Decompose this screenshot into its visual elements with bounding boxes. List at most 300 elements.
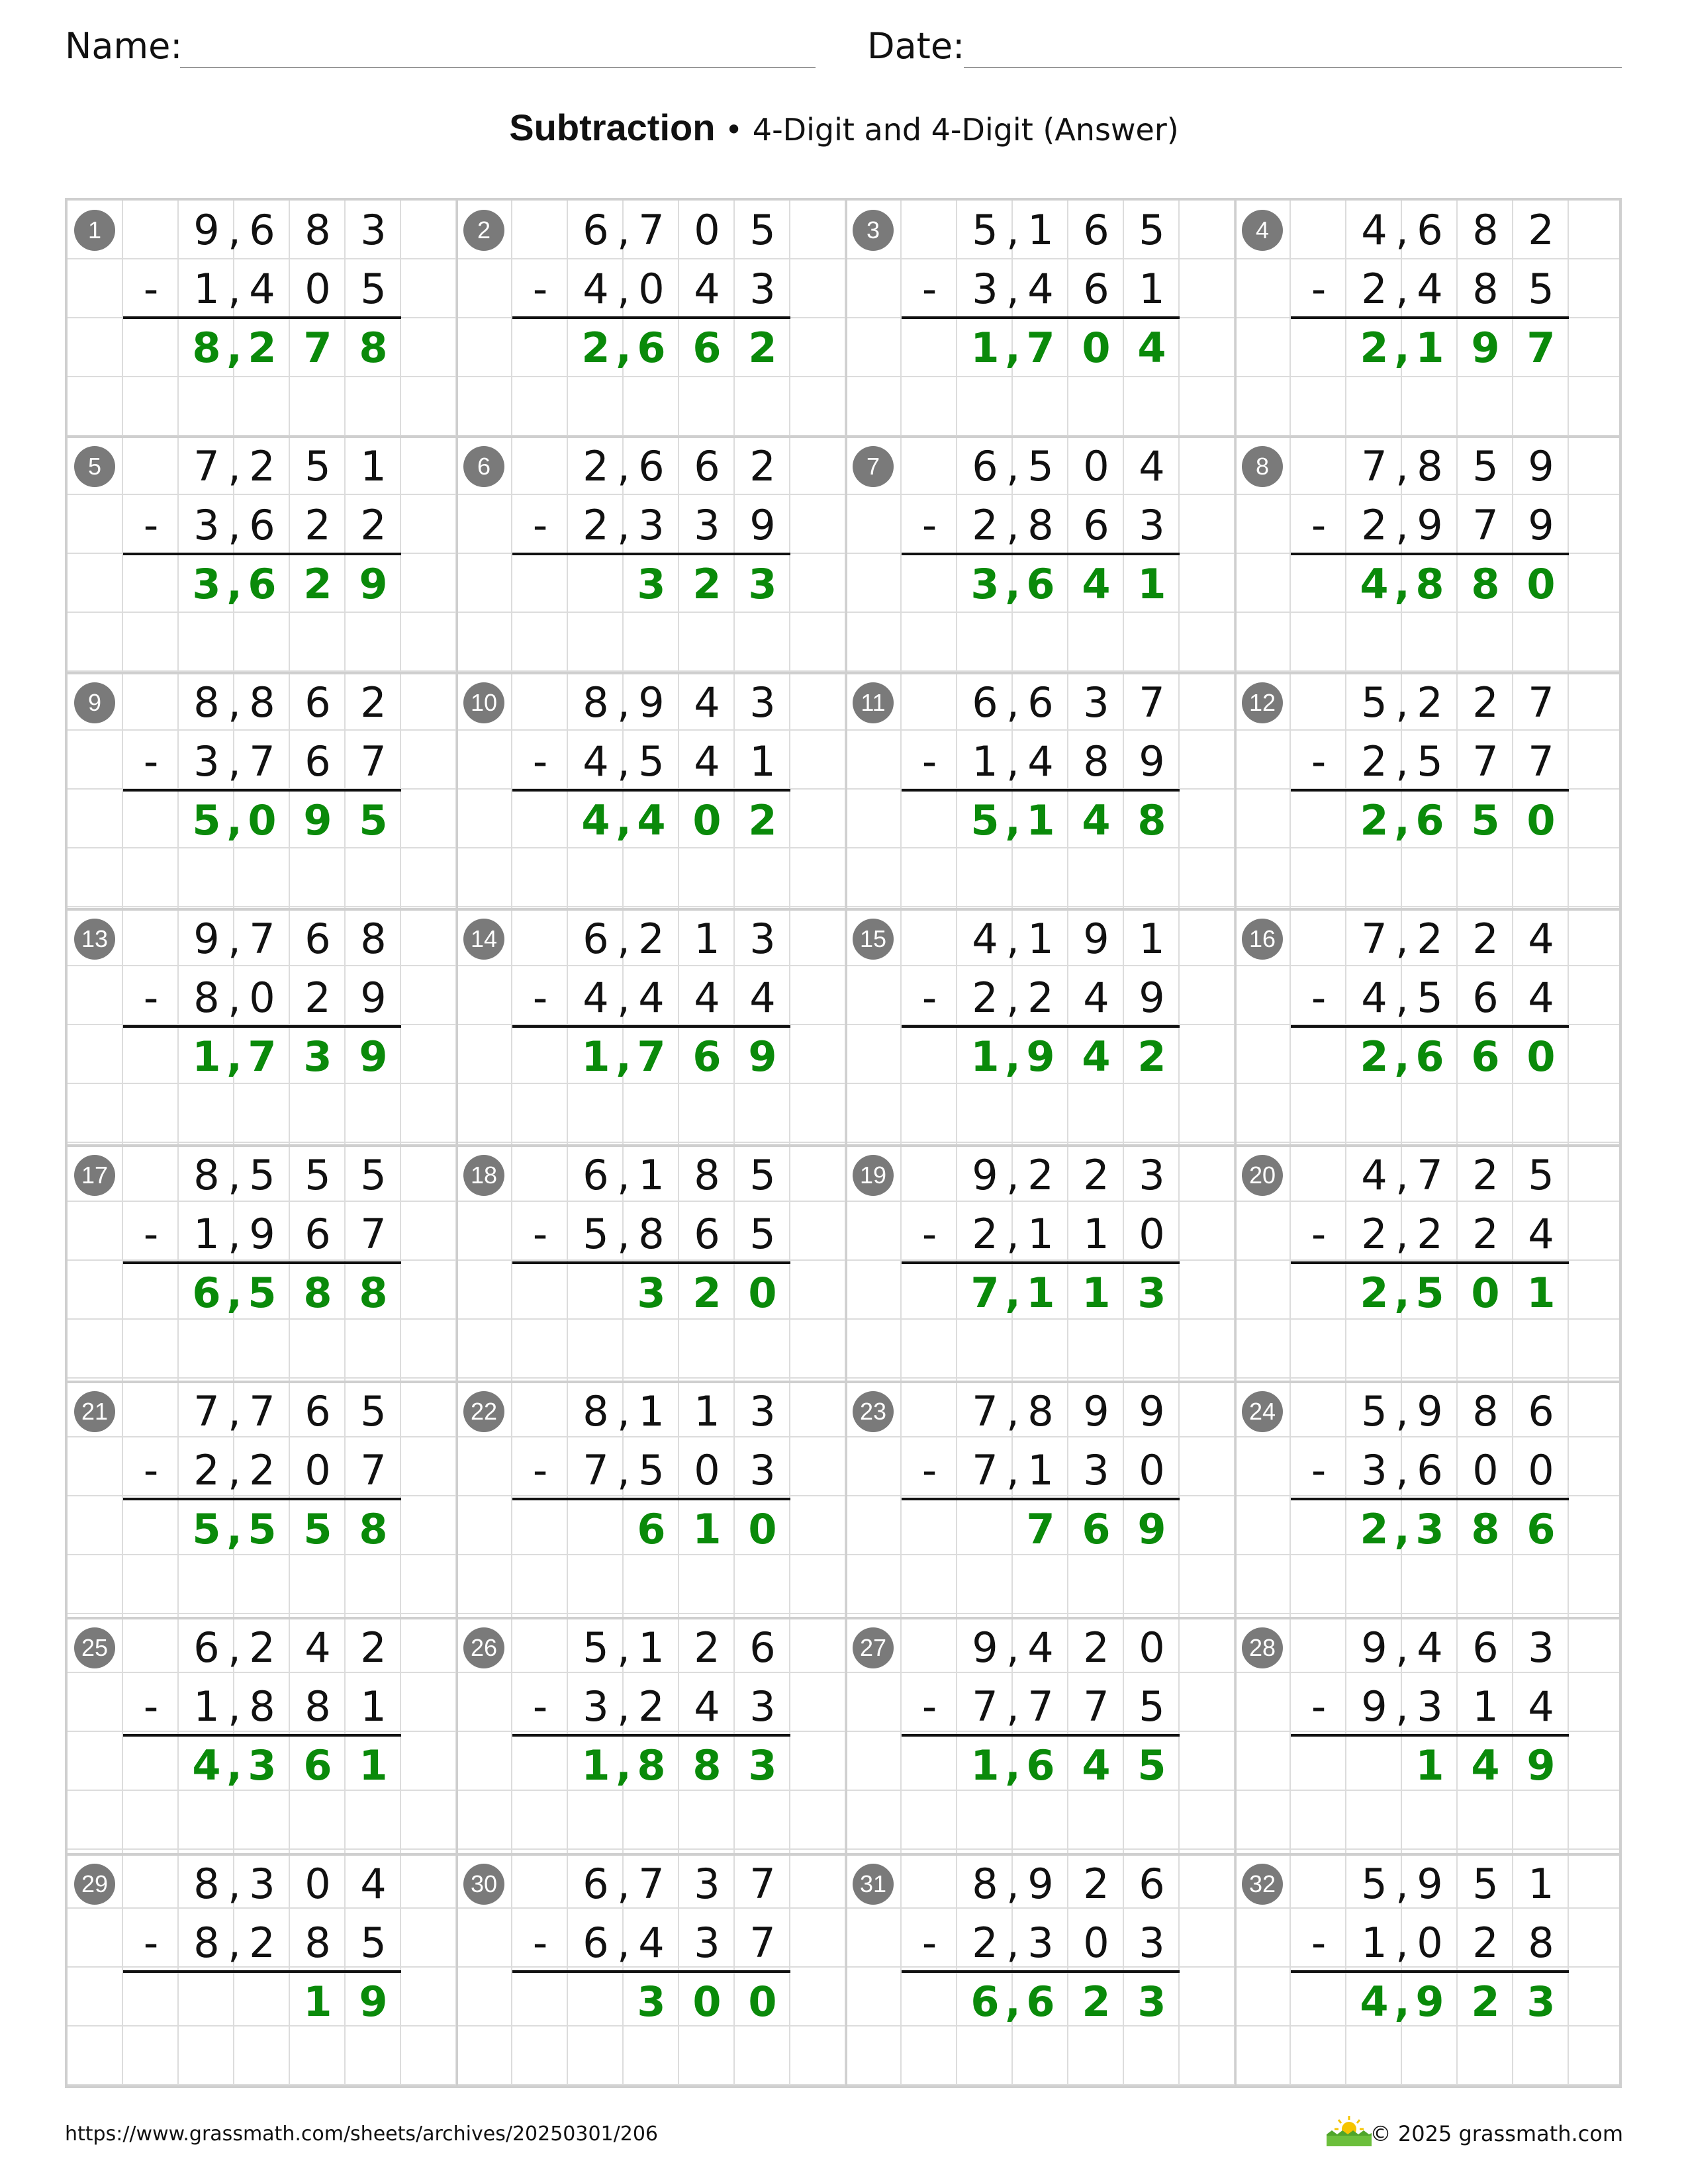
operand-digit [228, 732, 290, 791]
problem-number-badge: 2 [463, 210, 504, 251]
digit-text: 7 [249, 915, 275, 963]
answer-digit [1513, 318, 1569, 377]
digit-text: 2 [638, 1682, 665, 1731]
digit-text: 0 [638, 265, 665, 313]
operand-digit [346, 1441, 401, 1500]
digit-text: 3 [638, 501, 665, 549]
digit-text: 3 [1137, 1978, 1166, 2026]
problem-number-badge: 3 [853, 210, 894, 251]
digit-text: 2 [694, 1623, 720, 1672]
operand-digit [290, 1146, 346, 1205]
operand-digit [1395, 1382, 1458, 1441]
operand-digit [1395, 1205, 1458, 1263]
thousands-comma: , [1006, 1682, 1019, 1731]
operand-digit [1395, 1618, 1458, 1677]
digit-text: 7 [1026, 324, 1055, 372]
problem-number-badge: 28 [1242, 1627, 1283, 1668]
minus-sign: - [921, 1919, 937, 1967]
digit-text: 5 [249, 1151, 275, 1199]
answer-digit [226, 1027, 290, 1086]
digit-text: 8 [583, 678, 609, 727]
digit-text: 2 [1472, 1919, 1499, 1967]
digit-text: 6 [305, 1210, 331, 1258]
problem-30 [457, 1854, 846, 2088]
digit-text: 5 [972, 206, 998, 254]
operand-digit [228, 1441, 290, 1500]
thousands-comma: , [1006, 915, 1019, 963]
thousands-comma: , [1394, 1978, 1410, 2026]
name-line[interactable] [180, 67, 816, 68]
thousands-comma: , [228, 974, 241, 1022]
operand-digit [1124, 1205, 1180, 1263]
answer-digit [1394, 1027, 1458, 1086]
digit-text: 9 [249, 1210, 275, 1258]
digit-text: 8 [1027, 1387, 1054, 1435]
thousands-comma: , [1395, 1623, 1409, 1672]
digit-text: 4 [1027, 265, 1054, 313]
digit-text: 4 [637, 796, 666, 844]
operand-digit [617, 259, 679, 318]
operand-digit [1395, 496, 1458, 555]
operand-digit [228, 909, 290, 968]
digit-text: 6 [1526, 1505, 1556, 1553]
answer-digit [1068, 1972, 1124, 2031]
operand-digit [679, 201, 735, 259]
digit-text: 1 [1027, 206, 1054, 254]
answer-digit [226, 1500, 290, 1559]
digit-text: 8 [193, 1151, 220, 1199]
digit-text: 1 [970, 324, 1000, 372]
operand-digit [617, 673, 679, 732]
digit-text: 4 [638, 1919, 665, 1967]
problem-32 [1235, 1854, 1622, 2088]
digit-text: 3 [749, 1387, 776, 1435]
answer-digit [679, 1263, 735, 1322]
thousands-comma: , [1006, 265, 1019, 313]
digit-text: 7 [193, 442, 220, 490]
operand-digit [617, 968, 679, 1027]
operand-digit [735, 1677, 790, 1736]
problem-5 [68, 437, 457, 673]
digit-text: 8 [359, 324, 388, 372]
digit-text: 7 [249, 737, 275, 786]
operand-digit [228, 968, 290, 1027]
operand-digit [1006, 496, 1068, 555]
operand-digit [228, 1854, 290, 1913]
operand-digit [346, 732, 401, 791]
digit-text: 7 [193, 1387, 220, 1435]
operand-digit [1006, 1854, 1068, 1913]
digit-text: 6 [1139, 1860, 1165, 1908]
thousands-comma: , [228, 1387, 241, 1435]
problem-number-badge: 14 [463, 919, 504, 960]
thousands-comma: , [228, 1860, 241, 1908]
operand-digit [346, 1913, 401, 1972]
digit-text: 6 [1472, 1623, 1499, 1672]
digit-text: 5 [248, 1269, 277, 1317]
answer-digit [1513, 1972, 1569, 2031]
operand-digit [346, 1677, 401, 1736]
operand-digit [1124, 732, 1180, 791]
digit-text: 7 [1083, 1682, 1109, 1731]
answer-digit [346, 1736, 401, 1795]
operand-digit [290, 732, 346, 791]
thousands-comma: , [617, 974, 630, 1022]
problem-17 [68, 1146, 457, 1382]
problem-number-badge: 18 [463, 1155, 504, 1196]
operand-digit [735, 673, 790, 732]
digit-text: 7 [970, 1269, 1000, 1317]
problem-grid [65, 198, 1622, 2088]
thousands-comma: , [226, 1505, 242, 1553]
problem-number-badge: 31 [853, 1864, 894, 1905]
digit-text: 9 [638, 678, 665, 727]
operand-digit [1395, 1146, 1458, 1205]
digit-text: 2 [1360, 324, 1389, 372]
answer-digit [624, 1972, 679, 2031]
digit-text: 0 [692, 796, 722, 844]
answer-digit [679, 1736, 735, 1795]
thousands-comma: , [228, 1919, 241, 1967]
digit-text: 6 [192, 1269, 221, 1317]
operand-digit [679, 1441, 735, 1500]
digit-text: 2 [303, 560, 332, 608]
digit-text: 4 [1417, 1623, 1443, 1672]
digit-text: 5 [1471, 796, 1500, 844]
thousands-comma: , [1395, 915, 1409, 963]
digit-text: 2 [249, 1919, 275, 1967]
digit-text: 6 [1083, 265, 1109, 313]
operand-digit [290, 1677, 346, 1736]
minus-sign: - [532, 1210, 548, 1258]
problem-number-badge: 15 [853, 919, 894, 960]
operand-digit [1124, 1146, 1180, 1205]
thousands-comma: , [1005, 1741, 1021, 1790]
digit-text: 0 [748, 1505, 777, 1553]
digit-text: 3 [749, 678, 776, 727]
answer-digit [290, 1027, 346, 1086]
digit-text: 3 [1139, 501, 1165, 549]
problem-9 [68, 673, 457, 909]
operand-digit [1124, 437, 1180, 496]
digit-text: 2 [249, 1446, 275, 1494]
digit-text: 4 [1360, 1978, 1389, 2026]
answer-digit [1513, 1263, 1569, 1322]
digit-text: 3 [749, 915, 776, 963]
operand-digit [1458, 1618, 1513, 1677]
problem-28 [1235, 1618, 1622, 1854]
digit-text: 6 [1083, 501, 1109, 549]
thousands-comma: , [1394, 324, 1410, 372]
minus-sign: - [143, 1919, 159, 1967]
digit-text: 2 [360, 678, 387, 727]
digit-text: 1 [192, 1032, 221, 1081]
digit-text: 4 [1082, 1741, 1111, 1790]
digit-text: 4 [1471, 1741, 1500, 1790]
answer-digit [1124, 1027, 1180, 1086]
thousands-comma: , [617, 1210, 630, 1258]
thousands-comma: , [1395, 1919, 1409, 1967]
digit-text: 1 [1528, 1860, 1554, 1908]
digit-text: 3 [193, 737, 220, 786]
digit-text: 7 [972, 1682, 998, 1731]
digit-text: 5 [1361, 1860, 1387, 1908]
digit-text: 8 [972, 1860, 998, 1908]
digit-text: 5 [360, 1387, 387, 1435]
digit-text: 6 [305, 915, 331, 963]
digit-text: 1 [1083, 1210, 1109, 1258]
digit-text: 9 [1083, 915, 1109, 963]
digit-text: 4 [583, 265, 609, 313]
thousands-comma: , [228, 1623, 241, 1672]
digit-text: 2 [972, 974, 998, 1022]
problem-number-badge: 30 [463, 1864, 504, 1905]
minus-sign: - [532, 1446, 548, 1494]
thousands-comma: , [1394, 796, 1410, 844]
thousands-comma: , [616, 1741, 632, 1790]
digit-text: 9 [193, 206, 220, 254]
answer-digit [1458, 318, 1513, 377]
digit-text: 5 [749, 1151, 776, 1199]
digit-text: 7 [1417, 1151, 1443, 1199]
date-line[interactable] [964, 67, 1622, 68]
thousands-comma: , [617, 1860, 630, 1908]
digit-text: 0 [249, 974, 275, 1022]
digit-text: 7 [749, 1919, 776, 1967]
operand-digit [1395, 909, 1458, 968]
thousands-comma: , [1395, 737, 1409, 786]
footer-copyright: © 2025 grassmath.com [1370, 2121, 1623, 2146]
digit-text: 7 [360, 1210, 387, 1258]
operand-digit [735, 1382, 790, 1441]
operand-digit [1513, 1441, 1569, 1500]
digit-text: 0 [748, 1269, 777, 1317]
operand-digit [290, 673, 346, 732]
digit-text: 3 [748, 560, 777, 608]
digit-text: 4 [1137, 324, 1166, 372]
operand-digit [290, 1854, 346, 1913]
digit-text: 0 [694, 206, 720, 254]
digit-text: 2 [1082, 1978, 1111, 2026]
digit-text: 9 [1417, 1860, 1443, 1908]
answer-digit [1124, 1736, 1180, 1795]
digit-text: 1 [638, 1623, 665, 1672]
digit-text: 9 [748, 1032, 777, 1081]
operand-digit [1513, 437, 1569, 496]
digit-text: 3 [694, 1919, 720, 1967]
operand-digit [228, 1382, 290, 1441]
digit-text: 4 [694, 678, 720, 727]
operand-digit [290, 1618, 346, 1677]
operand-digit [1068, 1382, 1124, 1441]
answer-digit [226, 318, 290, 377]
answer-digit [1005, 1027, 1068, 1086]
operand-digit [346, 1382, 401, 1441]
digit-text: 1 [581, 1032, 610, 1081]
operand-digit [228, 1618, 290, 1677]
answer-digit [346, 1972, 401, 2031]
digit-text: 6 [970, 1978, 1000, 2026]
operand-digit [1006, 259, 1068, 318]
problem-21 [68, 1382, 457, 1618]
digit-text: 3 [1027, 1919, 1054, 1967]
minus-sign: - [143, 501, 159, 549]
digit-text: 9 [1026, 1032, 1055, 1081]
thousands-comma: , [1005, 1269, 1021, 1317]
digit-text: 2 [583, 442, 609, 490]
digit-text: 8 [1472, 206, 1499, 254]
answer-digit [1068, 1500, 1124, 1559]
thousands-comma: , [1005, 560, 1021, 608]
digit-text: 8 [193, 1919, 220, 1967]
problem-number-badge: 32 [1242, 1864, 1283, 1905]
digit-text: 6 [583, 206, 609, 254]
problem-20 [1235, 1146, 1622, 1382]
digit-text: 8 [305, 1919, 331, 1967]
digit-text: 3 [193, 501, 220, 549]
problem-number-badge: 13 [74, 919, 115, 960]
answer-digit [679, 555, 735, 614]
digit-text: 4 [583, 974, 609, 1022]
thousands-comma: , [1394, 1032, 1410, 1081]
digit-text: 4 [749, 974, 776, 1022]
thousands-comma: , [617, 1446, 630, 1494]
operand-digit [679, 1382, 735, 1441]
operand-digit [617, 437, 679, 496]
minus-sign: - [143, 1682, 159, 1731]
operand-digit [228, 1677, 290, 1736]
digit-text: 7 [1526, 324, 1556, 372]
digit-text: 6 [248, 560, 277, 608]
operand-digit [735, 1205, 790, 1263]
digit-text: 1 [1139, 915, 1165, 963]
digit-text: 2 [1528, 206, 1554, 254]
operand-digit [1124, 1677, 1180, 1736]
problem-26 [457, 1618, 846, 1854]
problem-2 [457, 201, 846, 437]
digit-text: 3 [1526, 1978, 1556, 2026]
digit-text: 8 [1137, 796, 1166, 844]
problem-10 [457, 673, 846, 909]
digit-text: 2 [1027, 1151, 1054, 1199]
operand-digit [1458, 1441, 1513, 1500]
digit-text: 5 [1417, 737, 1443, 786]
digit-text: 7 [1361, 915, 1387, 963]
digit-text: 2 [1360, 1269, 1389, 1317]
digit-text: 5 [360, 1919, 387, 1967]
problem-number-badge: 1 [74, 210, 115, 251]
digit-text: 8 [305, 206, 331, 254]
digit-text: 2 [1360, 796, 1389, 844]
digit-text: 2 [972, 1919, 998, 1967]
thousands-comma: , [1395, 442, 1409, 490]
digit-text: 8 [249, 1682, 275, 1731]
digit-text: 2 [1472, 915, 1499, 963]
digit-text: 1 [638, 1151, 665, 1199]
digit-text: 5 [1361, 1387, 1387, 1435]
answer-digit [1513, 1027, 1569, 1086]
thousands-comma: , [616, 1032, 632, 1081]
digit-text: 6 [583, 915, 609, 963]
digit-text: 3 [1083, 678, 1109, 727]
digit-text: 4 [694, 974, 720, 1022]
digit-text: 5 [359, 796, 388, 844]
thousands-comma: , [617, 1151, 630, 1199]
operand-digit [1395, 968, 1458, 1027]
digit-text: 9 [1526, 1741, 1556, 1790]
answer-digit [226, 555, 290, 614]
operand-digit [1513, 496, 1569, 555]
operand-digit [679, 1677, 735, 1736]
digit-text: 1 [1026, 1269, 1055, 1317]
thousands-comma: , [1006, 1446, 1019, 1494]
digit-text: 6 [249, 501, 275, 549]
digit-text: 4 [305, 1623, 331, 1672]
digit-text: 4 [1361, 206, 1387, 254]
digit-text: 8 [1083, 737, 1109, 786]
operand-digit [617, 1913, 679, 1972]
digit-text: 1 [694, 915, 720, 963]
operand-digit [679, 732, 735, 791]
answer-digit [346, 318, 401, 377]
digit-text: 7 [360, 737, 387, 786]
operand-digit [1068, 201, 1124, 259]
answer-digit [1124, 318, 1180, 377]
answer-digit [1068, 791, 1124, 850]
digit-text: 2 [1083, 1860, 1109, 1908]
operand-digit [1458, 909, 1513, 968]
digit-text: 2 [1027, 974, 1054, 1022]
digit-text: 8 [359, 1269, 388, 1317]
answer-digit [735, 1027, 790, 1086]
operand-digit [617, 496, 679, 555]
thousands-comma: , [617, 1682, 630, 1731]
digit-text: 1 [1027, 1210, 1054, 1258]
digit-text: 3 [970, 560, 1000, 608]
digit-text: 9 [1415, 1978, 1444, 2026]
operand-digit [1124, 968, 1180, 1027]
digit-text: 3 [1415, 1505, 1444, 1553]
operand-digit [1395, 732, 1458, 791]
answer-digit [1394, 1500, 1458, 1559]
digit-text: 6 [1417, 206, 1443, 254]
answer-digit [1513, 555, 1569, 614]
thousands-comma: , [226, 796, 242, 844]
answer-digit [624, 1263, 679, 1322]
digit-text: 4 [1082, 796, 1111, 844]
thousands-comma: , [1394, 1505, 1410, 1553]
digit-text: 6 [1415, 1032, 1444, 1081]
operand-digit [346, 259, 401, 318]
digit-text: 7 [1472, 501, 1499, 549]
operand-digit [1006, 1677, 1068, 1736]
operand-digit [1006, 1618, 1068, 1677]
answer-digit [1394, 318, 1458, 377]
answer-digit [1402, 1736, 1458, 1795]
problem-16 [1235, 909, 1622, 1146]
operand-digit [290, 1441, 346, 1500]
problem-27 [846, 1618, 1235, 1854]
digit-text: 1 [1526, 1269, 1556, 1317]
answer-digit [346, 1263, 401, 1322]
thousands-comma: , [228, 265, 241, 313]
operand-digit [1124, 1441, 1180, 1500]
thousands-comma: , [1006, 501, 1019, 549]
digit-text: 6 [1472, 974, 1499, 1022]
digit-text: 6 [637, 1505, 666, 1553]
thousands-comma: , [1395, 1860, 1409, 1908]
answer-digit [1458, 1736, 1513, 1795]
